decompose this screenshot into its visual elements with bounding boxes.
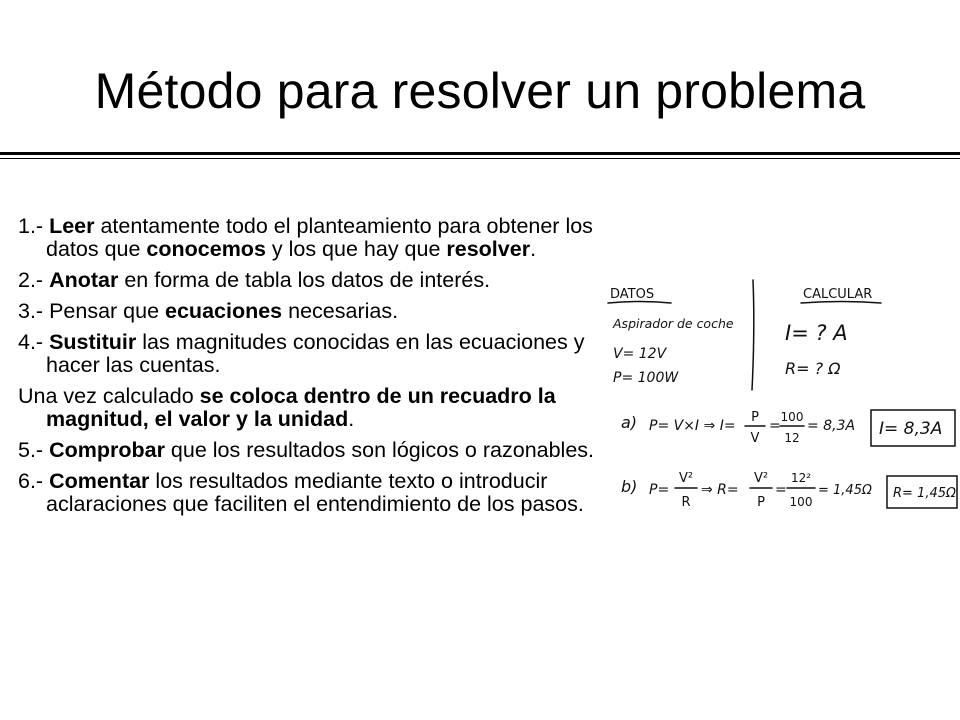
step-text: en forma de tabla los datos de interés. — [118, 268, 491, 292]
datos-underline — [608, 302, 671, 304]
step-text: Pensar que — [43, 299, 166, 323]
datos-item: V= 12V — [613, 346, 667, 362]
step-item — [18, 439, 608, 462]
part-b-eq2: ⇒ R= — [701, 482, 739, 498]
part-b-eq4: = 1,45Ω — [818, 483, 872, 498]
step-text: . — [348, 407, 355, 431]
calcular-item: R= ? Ω — [785, 359, 841, 378]
step-number: 2.- — [18, 268, 44, 292]
step-text: que los resultados son lógicos o razonables. — [164, 438, 595, 462]
step-item — [18, 331, 608, 377]
step-keyword: Comprobar — [49, 438, 165, 462]
part-b-frac3-num: 12² — [790, 471, 812, 485]
part-b-frac3-den: 100 — [789, 495, 813, 509]
part-a-result: I= 8,3A — [879, 419, 943, 439]
part-b-label: b) — [621, 477, 638, 496]
table-divider — [752, 280, 754, 390]
title-divider-thin — [0, 158, 960, 159]
step-item — [18, 385, 608, 431]
steps-list — [18, 215, 608, 524]
step-keyword: Anotar — [49, 268, 119, 292]
step-number: 4.- — [18, 330, 44, 354]
step-text: . — [530, 237, 537, 261]
part-b-eq1: P= — [649, 482, 670, 498]
title-divider — [0, 152, 960, 155]
step-keyword: Leer — [49, 214, 95, 238]
step-keyword: ecuaciones — [165, 299, 283, 323]
part-a-eq1: P= V×I ⇒ I= — [649, 418, 736, 434]
part-a-frac2-den: 12 — [784, 431, 800, 445]
step-item — [18, 470, 608, 516]
handwritten-example — [605, 270, 960, 530]
part-b-eq3: = — [775, 482, 787, 498]
datos-header: DATOS — [610, 287, 655, 302]
datos-item: P= 100W — [613, 370, 679, 386]
calcular-header: CALCULAR — [803, 287, 873, 302]
step-keyword: Sustituir — [49, 330, 137, 354]
slide-title: Método para resolver un problema — [94, 63, 866, 119]
part-a-label: a) — [621, 413, 638, 432]
step-number: 3.- — [18, 299, 44, 323]
part-a-eq3: = 8,3A — [807, 418, 856, 434]
part-a-frac-num: P — [751, 410, 759, 425]
part-b-frac2-num: V² — [753, 471, 769, 486]
step-item — [18, 215, 608, 261]
calcular-underline — [801, 302, 881, 304]
step-number: 6.- — [18, 469, 44, 493]
part-b-frac-den: R — [681, 495, 691, 510]
step-text: las magnitudes conocidas en las ecuaciones y hacer las cuentas. — [46, 330, 585, 377]
step-item — [18, 269, 608, 292]
part-a-frac-den: V — [750, 431, 760, 446]
calcular-item: I= ? A — [785, 321, 848, 345]
step-text: atentamente todo el planteamiento para obtener los datos que — [46, 214, 593, 261]
part-b-frac-num: V² — [678, 471, 694, 486]
step-text: los resultados mediante texto o introducir aclaraciones que faciliten el entendimiento de los pasos. — [46, 469, 584, 516]
datos-item: Aspirador de coche — [613, 316, 734, 331]
step-number: 1.- — [18, 214, 44, 238]
step-keyword: resolver — [446, 237, 531, 261]
step-text: necesarias. — [282, 299, 399, 323]
step-text: y los que hay que — [265, 237, 447, 261]
step-number: 5.- — [18, 438, 44, 462]
part-b-frac2-den: P — [757, 495, 765, 510]
step-keyword: conocemos — [146, 237, 266, 261]
part-b-result: R= 1,45Ω — [893, 486, 956, 501]
step-keyword: se coloca dentro de un recuadro la magnitud, el valor y la unidad — [46, 384, 556, 431]
part-a-eq2: = — [769, 418, 781, 434]
part-a-frac2-num: 100 — [780, 410, 804, 424]
step-item — [18, 300, 608, 323]
step-keyword: Comentar — [49, 469, 150, 493]
step-text: Una vez calculado — [18, 384, 200, 408]
